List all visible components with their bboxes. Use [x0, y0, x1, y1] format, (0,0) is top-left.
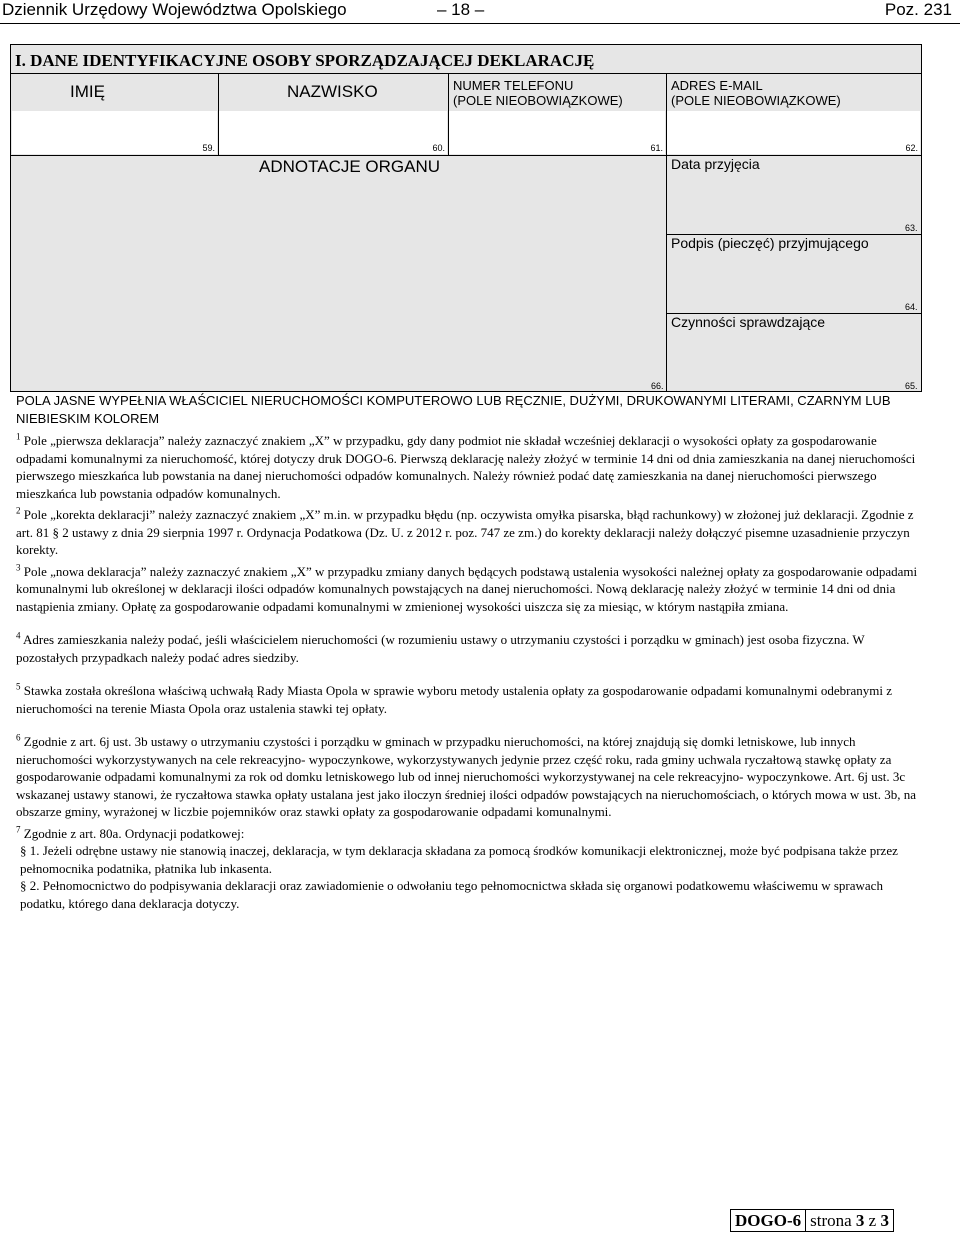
name-field[interactable]: 59. [12, 111, 217, 154]
page-number: – 18 – [437, 0, 485, 19]
footnote-6: $^6$ Zgodnie z art. 6j ust. 3b ustawy o utrzymaniu czystości i porządku w gminach w przypadku nieruchomości, na której znajdują się domki letniskowe, lub innych nieruchomości wykorzystywanych na cele rekreacyjno- wypoczynkowe, wykorzystywanych jedynie przez część roku, rada gminy uchwala ryczałtową stawkę opłaty za gospodarowanie odpadami komunalnymi za rok od domku letniskowego lub od innej nieruchomości wykorzystywanej na cele rekreacyjno- wypoczynkowe. Art. 6j ust. 3c wskazanej ustawy stanowi, że ryczałtowa stawka opłaty ustalana jest jako iloczyn średniej ilości odpadów powstających na nieruchomościach, o których mowa w ust. 3b, na obszarze gminy, wyrażonej w liczbie pojemników oraz stawki opłaty za gospodarowanie odpadami komunalnymi. [16, 732, 916, 819]
verification-label: Czynności sprawdzające [671, 314, 826, 330]
position-number: Poz. 231 [884, 0, 952, 19]
surname-field[interactable]: 60. [219, 111, 447, 154]
email-field[interactable]: 62. [667, 111, 920, 154]
footnote-2: $^2$ Pole „korekta deklaracji” należy zaznaczyć znakiem „X” m.in. w przypadku błędu (np. oczywista omyłka pisarska, błąd rachunkowy) w złożonej już deklaracji. Zgodnie z art. 81 § 2 ustawy z dnia 29 sierpnia 1997 r. Ordynacja Podatkowa (Dz. U. z 2012 r. poz. 747 ze zm.) do korekty deklaracji należy dołączyć pisemne uzasadnienie przyczyn korekty. [16, 505, 914, 557]
footnote-1: $^1$ Pole „pierwsza deklaracja” należy zaznaczyć znakiem „X” w przypadku, gdy dany podmiot nie składał wcześniej deklaracji o wysokości opłaty za gospodarowanie odpadami komunalnymi za nieruchomość, której dotyczy druk DOGO-6. Pierwszą deklarację należy złożyć w terminie 14 dni od dnia zamieszkania na danej nieruchomości pierwszego mieszkańca lub powstania na danej nieruchomości odpadów komunalnych. Należy również podać datę zamieszkania na danej nieruchomości pierwszego mieszkańca lub powstania odpadów komunalnych. [16, 431, 916, 501]
footnote-7-paragraph-2: § 2. Pełnomocnictwo do podpisywania deklaracji oraz zawiadomienie o odwołaniu tego pełnomocnictwa składa się organowi podatkowemu właściwemu w sprawach podatku, którego dana deklaracja dotyczy. [20, 878, 883, 911]
column-header-email: ADRES E-MAIL (POLE NIEOBOWIĄZKOWE) [671, 78, 841, 108]
identification-form [10, 44, 922, 392]
column-header-phone: NUMER TELEFONU (POLE NIEOBOWIĄZKOWE) [453, 78, 623, 108]
column-header-name: IMIĘ [70, 82, 105, 101]
header-rule [0, 23, 960, 24]
form-code: DOGO-6 [731, 1210, 806, 1231]
journal-title: Dziennik Urzędowy Województwa Opolskiego [2, 0, 347, 19]
column-header-surname: NAZWISKO [287, 82, 378, 101]
footnote-7-paragraph-1: § 1. Jeżeli odrębne ustawy nie stanowią inaczej, deklaracja, w tym deklaracja składana za pomocą środków komunikacji elektronicznej, może być podpisana także przez pełnomocnika podatnika, płatnika lub inkasenta. [20, 843, 898, 876]
divider [11, 73, 921, 74]
field-number: 66. [651, 381, 664, 391]
footnote-3: $^3$ Pole „nowa deklaracja” należy zaznaczyć znakiem „X” w przypadku zmiany danych będących podstawą ustalenia wysokości należnej opłaty za gospodarowanie odpadami komunalnymi lub określonej w deklaracji ilości odpadów komunalnych powstających na danej nieruchomości. Nową deklarację należy złożyć w terminie 14 dni od dnia nastąpienia zmiany. Opłatę za gospodarowanie odpadami komunalnymi w zmienionej wysokości uiszcza się za miesiąc, w którym nastąpiła zmiana. [16, 562, 918, 614]
footnote-7: $^7$ Zgodnie z art. 80a. Ordynacji podatkowej: [16, 824, 245, 841]
footnote-5: $^5$ Stawka została określona właściwą uchwałą Rady Miasta Opola w sprawie wyboru metody ustalenia opłaty za gospodarowanie odpadami komunalnymi odebranymi z nieruchomości na terenie Miasta Opola oraz ustalenia stawki tej opłaty. [16, 681, 892, 716]
footnotes [16, 392, 921, 912]
page-header [0, 0, 960, 20]
field-number: 65. [905, 381, 918, 391]
form-footer [730, 1209, 894, 1232]
page-indicator: strona 3 z 3 [810, 1211, 889, 1230]
section-title: I. DANE IDENTYFIKACYJNE OSOBY SPORZĄDZAJĄCEJ DEKLARACJĘ [15, 51, 595, 70]
field-number: 63. [905, 223, 918, 233]
phone-field[interactable]: 61. [449, 111, 665, 154]
field-number: 64. [905, 302, 918, 312]
signature-label: Podpis (pieczęć) przyjmującego [671, 235, 869, 251]
date-received-label: Data przyjęcia [671, 156, 760, 172]
organ-annotations-title: ADNOTACJE ORGANU [259, 157, 441, 176]
fill-instruction: POLA JASNE WYPEŁNIA WŁAŚCICIEL NIERUCHOMOŚCI KOMPUTEROWO LUB RĘCZNIE, DUŻYMI, DRUKOWANYMI LITERAMI, CZARNYM LUB NIEBIESKIM KOLOREM [16, 393, 891, 426]
divider [666, 155, 667, 391]
divider [11, 155, 921, 156]
footnote-4: $^4$ Adres zamieszkania należy podać, jeśli właścicielem nieruchomości (w rozumieniu ustawy o utrzymaniu czystości i porządku w gminach) jest osoba fizyczna. W pozostałych przypadkach należy podać adres siedziby. [16, 630, 865, 665]
